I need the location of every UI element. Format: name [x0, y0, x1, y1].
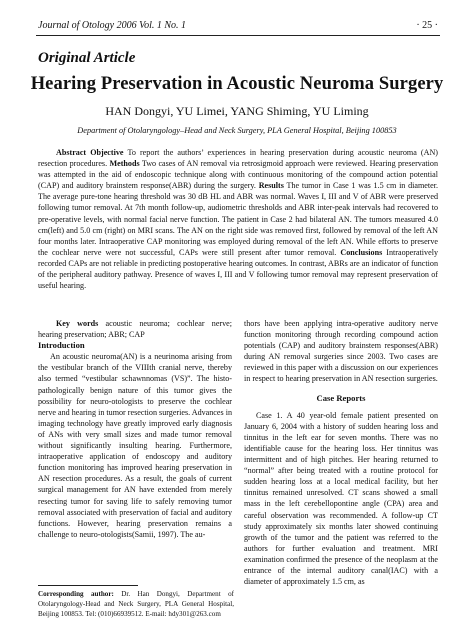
abstract: [38, 147, 438, 291]
introduction-text: An acoustic neuroma(AN) is a neurinoma arising from the vestibular branch of the VIIIth cranial nerve, thereby also termed “vestibular schawnnomas (VS)”. The histo-pathologically benign nature of this tumor gives the possibility for neuro-otologists to preserve the cochlear nerve and hearing in tumor resection surgeries. Advances in imaging technology have greatly improved early diagnosis of ANs with very small sizes and made tumor removal without significantly insulting hearing. Furthermore, intraoperative application of endoscopy and auditory function monitoring has improved hearing preservation in AN resection procedures. As a result, the goals of current surgical management for AN have extended from merely resecting tumor for saving life to safely removing tumor removal associated with preservation of facial and auditory functions. However, hearing preservation remains a challenge to neuro-otologists(Samii, 1997). The au-: [38, 352, 232, 539]
journal-info: Journal of Otology 2006 Vol. 1 No. 1: [38, 20, 187, 31]
page-number: · 25 ·: [416, 20, 438, 31]
case-reports-heading: Case Reports: [316, 392, 366, 403]
footnote-text: Dr. Han Dongyi, Department of Otolaryngology-Head and Neck Surgery, PLA General Hospital, Beijing 100853. Tel: (010)66939512. E-mail: hdy301@263.com: [38, 590, 234, 618]
abstract-results-label: Results: [258, 181, 284, 191]
introduction-heading: Introduction: [38, 340, 85, 351]
footnote-label: Corresponding author:: [38, 590, 114, 598]
footnote-rule: [38, 585, 138, 586]
left-column: [38, 318, 232, 540]
article-title: Hearing Preservation in Acoustic Neuroma Surgery: [30, 74, 444, 94]
affiliation: Department of Otolaryngology–Head and Neck Surgery, PLA General Hospital, Beijing 100853: [77, 126, 397, 135]
abstract-objective: To report the authors’ experiences in hearing preservation during acoustic neuroma (AN) resection procedures.: [38, 148, 438, 169]
right-column: [244, 318, 438, 587]
abstract-conclusions: Intraoperatively recorded CAPs are not reliable in predicting postoperative hearing outcomes. In contrast, ABRs are an indicator of function of the peripheral auditory pathway. Presence of waves I, III and V following tumor removal may represent preservation of useful hearing.: [38, 247, 438, 291]
article-type: Original Article: [38, 50, 136, 66]
abstract-conclusions-label: Conclusions: [340, 247, 383, 257]
introduction-continuation: thors have been applying intra-operative auditory nerve function monitoring through recording compound action potentials (CAP) and auditory brainstem responses(ABR) during AN removal surgeries since 2003. Two cases are reviewed in this paper with a discussion on our experiences in respect to hearing preservation in AN resection surgeries.: [244, 319, 438, 384]
keywords: [38, 318, 232, 340]
abstract-objective-label: Abstract Objective: [56, 148, 124, 157]
header-rule: [36, 35, 440, 36]
keywords-text: acoustic neuroma; cochlear nerve; hearing preservation; ABR; CAP: [38, 319, 232, 340]
running-head: [38, 20, 438, 31]
abstract-results: The tumor in Case 1 was 1.5 cm in diameter. The average pure-tone hearing threshold was 30 dB HL and ABR was normal. Waves I, III and V of ABR were preserved following tumor removal. At 7th month follow-up, audiometric thresholds and ABR inter-peak intervals had recovered to pre-operative levels, with normal facial nerve function. The patient in Case 2 had bilateral AN. The tumors measured 4.0 cm(left) and 5.0 cm (right) on MRI scans. The AN on the right side was removed first, followed by removal of the left AN four months later. Intraoperative CAP monitoring was employed during removal of the left AN. While efforts to preserve the cochlear nerve were not successful, CAPs were still present after tumor removal.: [38, 181, 438, 257]
author-list: HAN Dongyi, YU Limei, YANG Shiming, YU Liming: [105, 104, 369, 118]
footnote: [38, 589, 234, 619]
case-1-text: Case 1. A 40 year-old female patient presented on January 6, 2004 with a history of sudden hearing loss and tinnitus in the left ear for seven months. There was no identifiable cause for the hearing loss. Her tinnitus was intermittent and of high pitches. Her hearing returned to “normal” after being treated with a routine protocol for sudden hearing loss at a local medical facility, but her tinnitus remained unresolved. CT scans showed a small mass in the left cerebellopontine angle (CPA) area and careful observation was recommended. A follow-up CT study approximately six months later showed continuing growth of the tumor and the patient was referred to the authors for further evaluation and treatment. MRI examination confirmed the presence of the neoplasm at the entrance of the internal auditory canal(IAC) with a diameter of approximately 1.5 cm, as: [244, 410, 438, 587]
abstract-methods-label: Methods: [109, 159, 140, 169]
abstract-methods: Two cases of AN removal via retrosigmoid approach were reviewed. Hearing preservation was attempted in the aid of endoscopic technique along with continuous monitoring of the compound action potential (CAP) and auditory brainstem response(ABR) during the surgery.: [38, 159, 439, 191]
keywords-label: Key words: [56, 319, 99, 328]
